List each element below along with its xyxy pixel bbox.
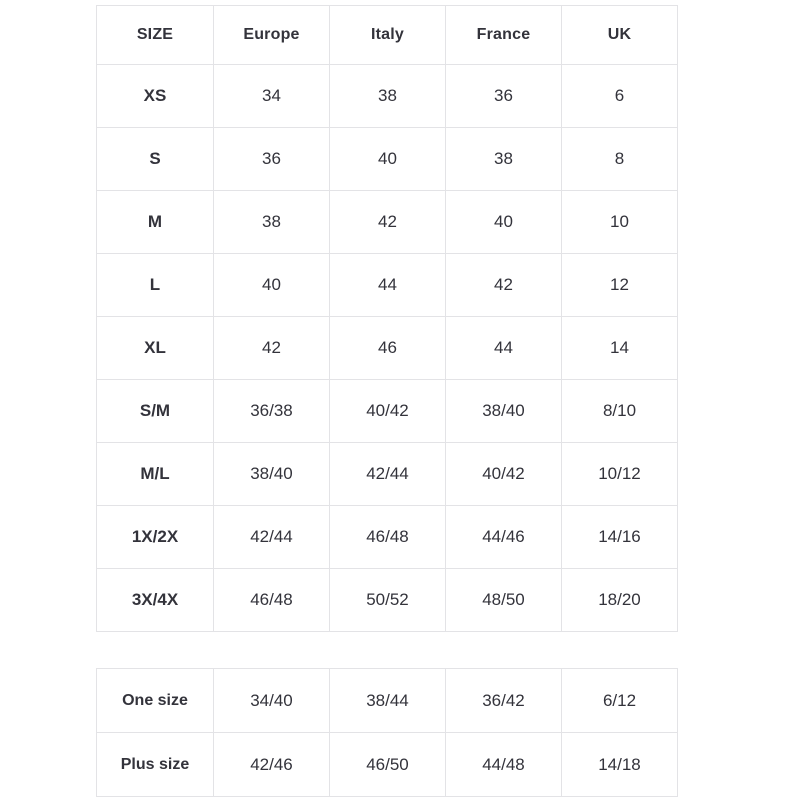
row-label: L — [97, 254, 214, 317]
table-row — [97, 191, 678, 254]
cell-europe: 36/38 — [214, 380, 330, 443]
row-label: M — [97, 191, 214, 254]
cell-italy: 40/42 — [330, 380, 446, 443]
cell-europe: 42 — [214, 317, 330, 380]
table-row — [97, 128, 678, 191]
cell-uk: 12 — [562, 254, 678, 317]
row-label: 3X/4X — [97, 569, 214, 632]
cell-europe: 42/46 — [214, 733, 330, 797]
cell-uk: 8 — [562, 128, 678, 191]
cell-italy: 38/44 — [330, 669, 446, 733]
table-body — [97, 65, 678, 632]
cell-europe: 42/44 — [214, 506, 330, 569]
cell-italy: 40 — [330, 128, 446, 191]
table-row — [97, 506, 678, 569]
cell-europe: 34/40 — [214, 669, 330, 733]
cell-france: 40 — [446, 191, 562, 254]
table-header — [97, 6, 678, 65]
table-row — [97, 443, 678, 506]
cell-italy: 50/52 — [330, 569, 446, 632]
cell-uk: 14/18 — [562, 733, 678, 797]
cell-europe: 46/48 — [214, 569, 330, 632]
cell-uk: 8/10 — [562, 380, 678, 443]
column-header-france: France — [446, 6, 562, 65]
secondary-size-table-container — [96, 668, 677, 797]
cell-uk: 6 — [562, 65, 678, 128]
cell-france: 38/40 — [446, 380, 562, 443]
cell-italy: 42/44 — [330, 443, 446, 506]
table-row — [97, 65, 678, 128]
cell-france: 38 — [446, 128, 562, 191]
cell-uk: 18/20 — [562, 569, 678, 632]
cell-italy: 46/48 — [330, 506, 446, 569]
table-row — [97, 254, 678, 317]
cell-uk: 14 — [562, 317, 678, 380]
cell-france: 48/50 — [446, 569, 562, 632]
row-label: XS — [97, 65, 214, 128]
row-label: Plus size — [97, 733, 214, 797]
cell-france: 44/48 — [446, 733, 562, 797]
row-label: One size — [97, 669, 214, 733]
cell-france: 42 — [446, 254, 562, 317]
cell-europe: 40 — [214, 254, 330, 317]
cell-uk: 10/12 — [562, 443, 678, 506]
cell-italy: 46/50 — [330, 733, 446, 797]
table-row — [97, 733, 678, 797]
cell-france: 44/46 — [446, 506, 562, 569]
cell-europe: 38/40 — [214, 443, 330, 506]
cell-uk: 14/16 — [562, 506, 678, 569]
main-size-table-container — [96, 5, 677, 632]
table-header-row — [97, 6, 678, 65]
cell-italy: 38 — [330, 65, 446, 128]
column-header-europe: Europe — [214, 6, 330, 65]
cell-italy: 44 — [330, 254, 446, 317]
cell-france: 36 — [446, 65, 562, 128]
cell-europe: 36 — [214, 128, 330, 191]
cell-france: 40/42 — [446, 443, 562, 506]
table-body — [97, 669, 678, 797]
column-header-uk: UK — [562, 6, 678, 65]
cell-uk: 10 — [562, 191, 678, 254]
row-label: S — [97, 128, 214, 191]
table-row — [97, 317, 678, 380]
column-header-size: SIZE — [97, 6, 214, 65]
row-label: M/L — [97, 443, 214, 506]
row-label: 1X/2X — [97, 506, 214, 569]
secondary-size-table — [96, 668, 678, 797]
row-label: XL — [97, 317, 214, 380]
main-size-table — [96, 5, 678, 632]
row-label: S/M — [97, 380, 214, 443]
cell-europe: 34 — [214, 65, 330, 128]
cell-france: 44 — [446, 317, 562, 380]
table-row — [97, 569, 678, 632]
table-row — [97, 380, 678, 443]
cell-italy: 46 — [330, 317, 446, 380]
table-row — [97, 669, 678, 733]
cell-europe: 38 — [214, 191, 330, 254]
cell-uk: 6/12 — [562, 669, 678, 733]
column-header-italy: Italy — [330, 6, 446, 65]
cell-france: 36/42 — [446, 669, 562, 733]
cell-italy: 42 — [330, 191, 446, 254]
